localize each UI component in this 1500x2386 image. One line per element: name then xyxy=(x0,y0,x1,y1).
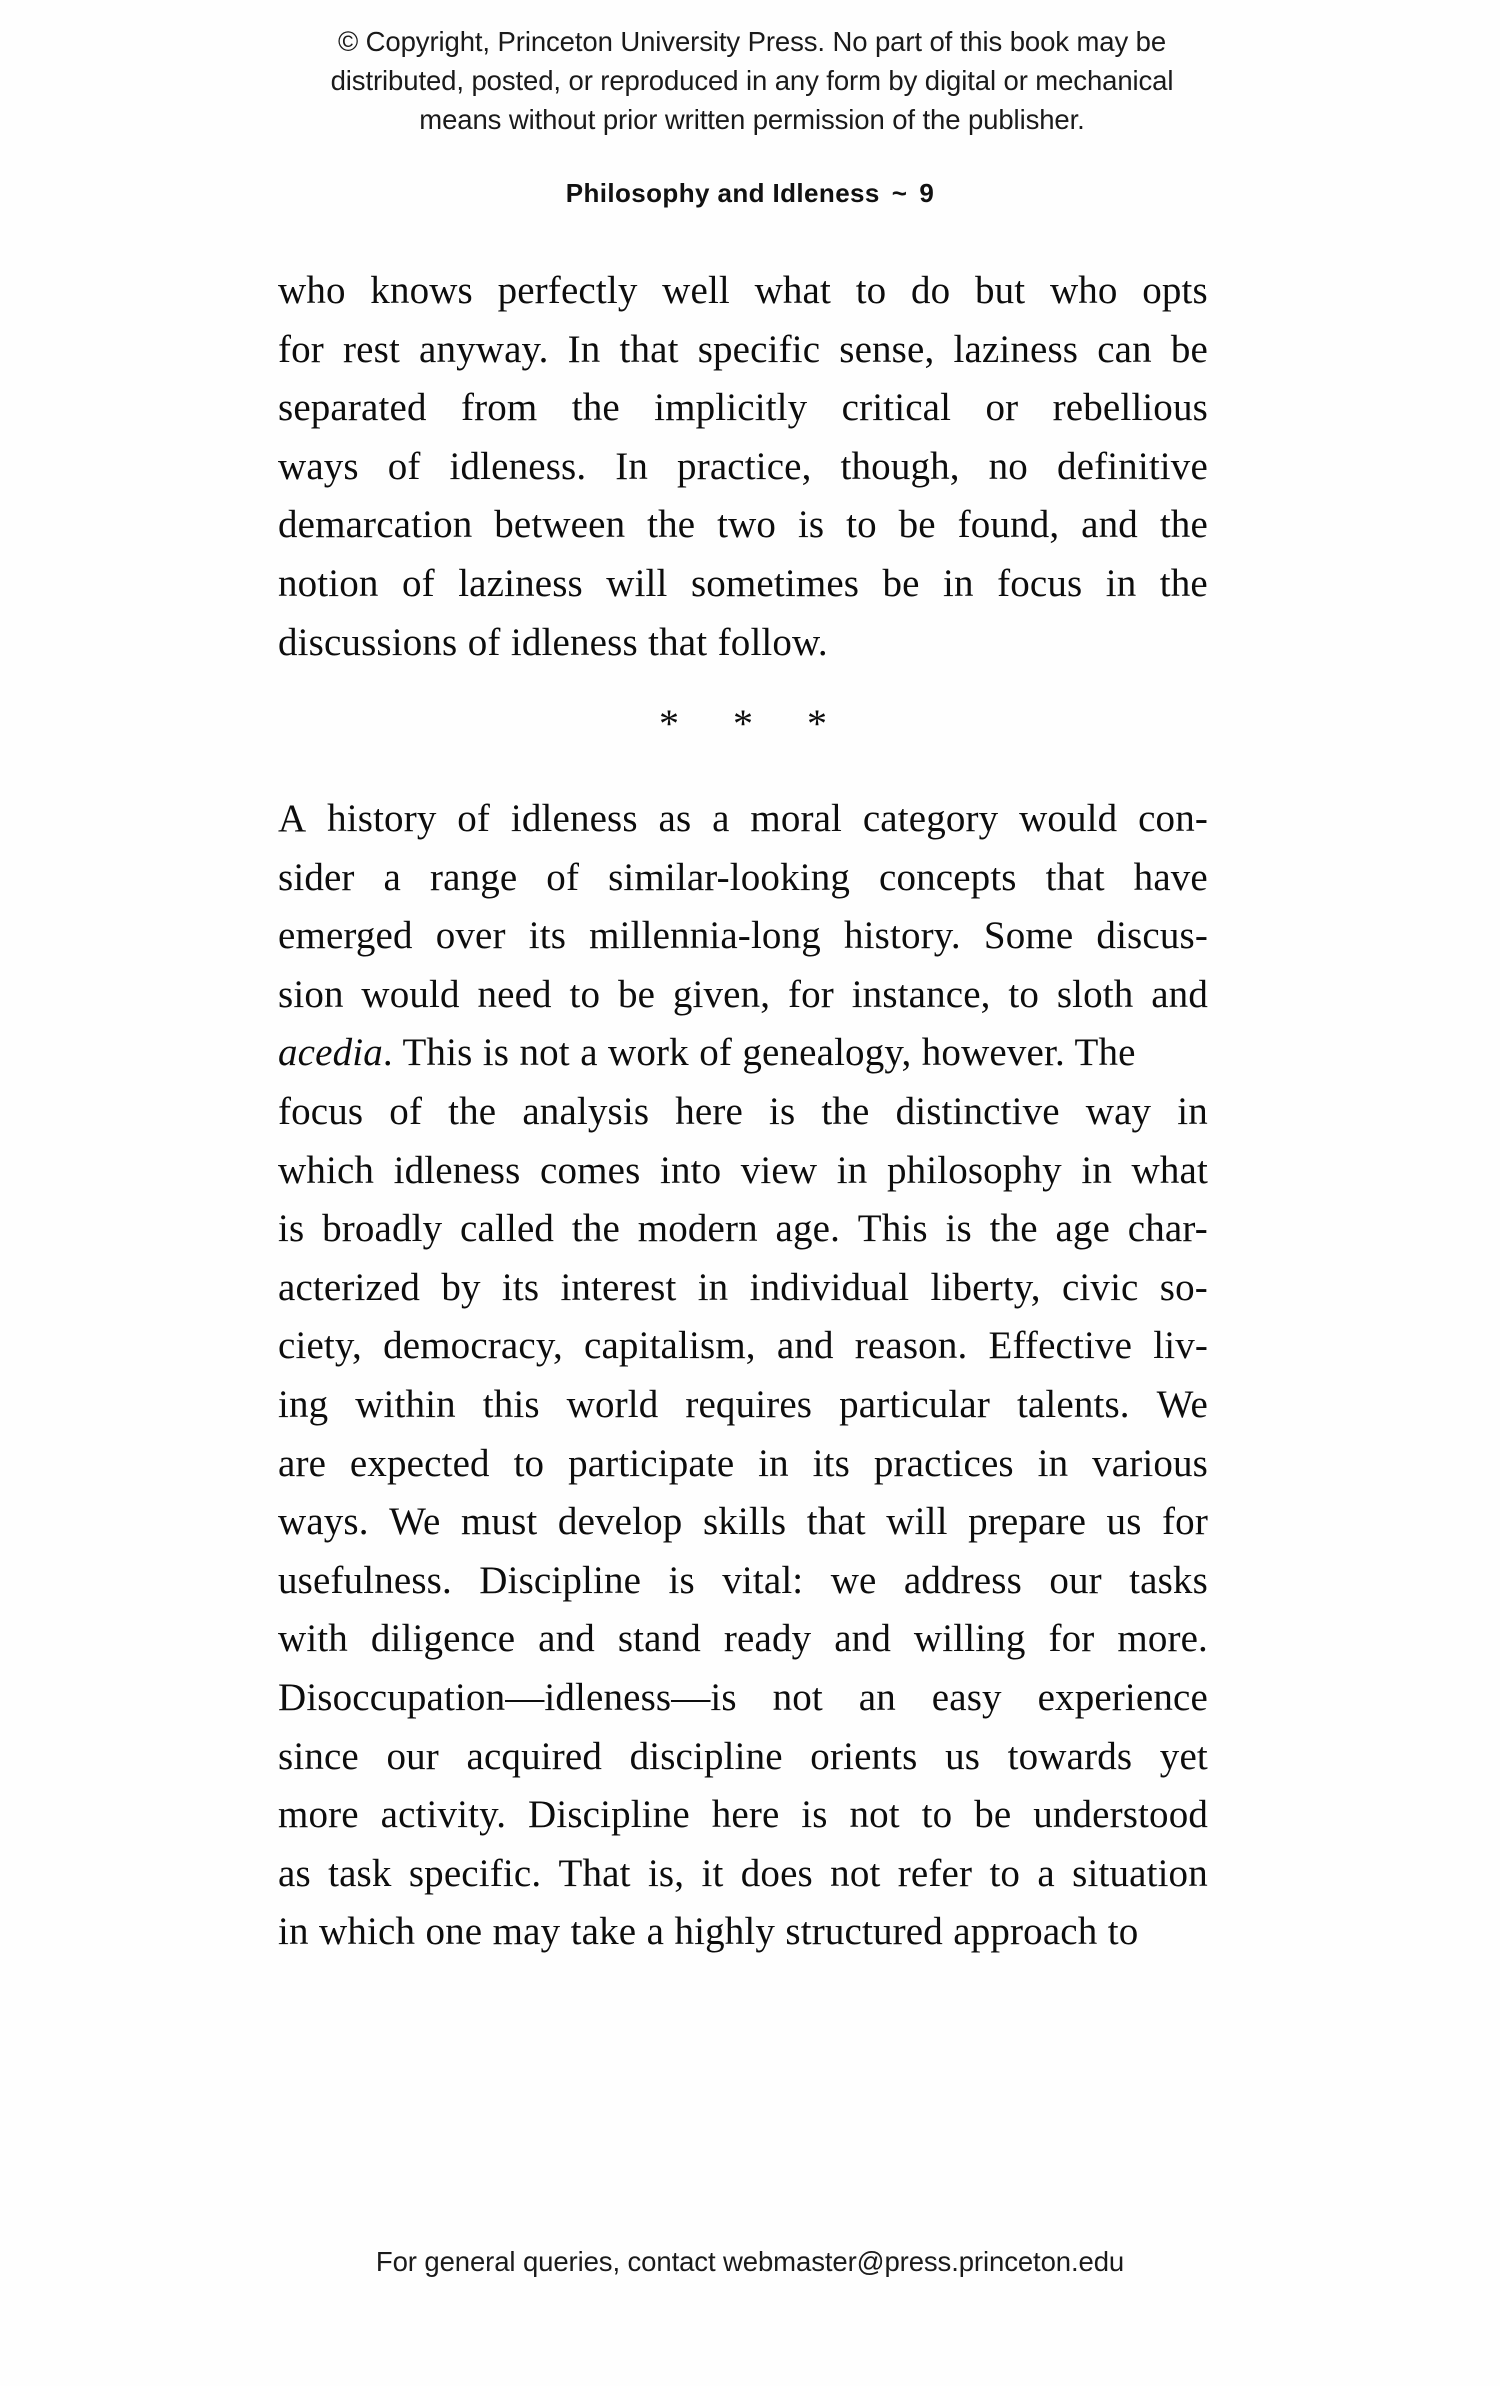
word: and xyxy=(776,1324,834,1368)
word: more xyxy=(278,1793,359,1837)
word: broadly xyxy=(322,1207,443,1251)
word: what xyxy=(754,269,832,312)
text-line-acedia: acedia. This is not a work of genealogy, however. The xyxy=(278,1031,1136,1075)
word: vital: xyxy=(722,1558,804,1602)
word: liberty, xyxy=(930,1265,1041,1309)
text-line xyxy=(278,1669,1208,1728)
word: In xyxy=(567,327,601,371)
word: for xyxy=(278,327,324,371)
word: opts xyxy=(1142,269,1208,312)
word: so- xyxy=(1159,1265,1208,1309)
text-line xyxy=(278,849,1208,908)
word: of xyxy=(389,1089,423,1133)
text-line xyxy=(278,790,1208,849)
text-line xyxy=(278,1493,1208,1552)
word: ing xyxy=(278,1382,329,1426)
word: is, xyxy=(647,1851,685,1895)
word: the xyxy=(1159,503,1208,547)
word: We xyxy=(389,1500,441,1544)
word: idleness xyxy=(393,1148,521,1192)
word: who xyxy=(278,269,346,312)
word: particular xyxy=(839,1382,990,1426)
word: with xyxy=(278,1617,348,1661)
word: it xyxy=(701,1851,724,1895)
word: its xyxy=(528,914,567,958)
copyright-line-2: distributed, posted, or reproduced in any form by digital or mechanical xyxy=(330,65,1174,96)
text-line xyxy=(278,1552,1208,1611)
word: for xyxy=(1048,1617,1095,1661)
word: and xyxy=(1081,503,1138,547)
word: various xyxy=(1092,1441,1208,1485)
word: develop xyxy=(557,1500,683,1544)
word: capitalism, xyxy=(584,1324,756,1368)
footer-notice: For general queries, contact webmaster@press.princeton.edu xyxy=(375,2246,1125,2277)
running-head xyxy=(0,178,1500,209)
word: individual xyxy=(749,1265,910,1309)
word: moral xyxy=(750,797,843,840)
word: definitive xyxy=(1056,444,1208,488)
word: task xyxy=(328,1851,392,1895)
paragraph-two-block xyxy=(278,790,1208,1962)
word: separated xyxy=(278,386,427,430)
word: refer xyxy=(897,1851,973,1895)
text-line xyxy=(278,1083,1208,1142)
word: distinctive xyxy=(895,1089,1060,1133)
word: Effective xyxy=(988,1324,1133,1368)
copyright-line-1: © Copyright, Princeton University Press. No part of this book may be xyxy=(337,26,1167,57)
word: in xyxy=(1105,561,1137,605)
word: but xyxy=(974,269,1026,312)
text-line xyxy=(278,438,1208,497)
word: diligence xyxy=(370,1617,516,1661)
word: to xyxy=(855,269,887,312)
word: will xyxy=(886,1500,948,1544)
word: knows xyxy=(370,269,473,312)
page-number: 9 xyxy=(919,178,935,208)
word: in xyxy=(836,1148,868,1192)
word: would xyxy=(1019,797,1118,840)
word: civic xyxy=(1061,1265,1139,1309)
text-line xyxy=(278,555,1208,614)
paragraph-one xyxy=(278,262,1208,672)
word: are xyxy=(278,1441,327,1485)
text-line: discussions of idleness that follow. xyxy=(278,620,828,664)
word: this xyxy=(482,1382,540,1426)
text-line xyxy=(278,262,1208,321)
word: the xyxy=(647,503,696,547)
word: not xyxy=(849,1793,900,1837)
word: specific. xyxy=(408,1851,542,1895)
word: A xyxy=(278,797,307,840)
word: practice, xyxy=(677,444,812,488)
word: is xyxy=(945,1207,972,1251)
word: for xyxy=(787,972,834,1016)
word: sloth xyxy=(1056,972,1134,1016)
word: that xyxy=(806,1500,866,1544)
word: to xyxy=(569,972,601,1016)
word: orients xyxy=(810,1734,918,1778)
word: and xyxy=(1151,972,1208,1016)
word: perfectly xyxy=(497,269,638,312)
word: not xyxy=(772,1675,823,1719)
word: usefulness. xyxy=(278,1558,452,1602)
word: the xyxy=(571,386,620,430)
word: range xyxy=(429,855,518,899)
text-line xyxy=(278,1376,1208,1435)
text-line xyxy=(278,1435,1208,1494)
word: understood xyxy=(1033,1793,1208,1837)
word: millennia-long xyxy=(589,914,821,958)
text-line xyxy=(278,1317,1208,1376)
word: our xyxy=(1049,1558,1102,1602)
word: what xyxy=(1131,1148,1208,1192)
running-head-separator: ~ xyxy=(891,178,908,208)
word: that xyxy=(1045,855,1105,899)
word: democracy, xyxy=(383,1324,563,1368)
word: specific xyxy=(697,327,821,371)
word: is xyxy=(668,1558,695,1602)
word: In xyxy=(615,444,649,488)
word: Some xyxy=(983,914,1074,958)
word: ways. xyxy=(278,1500,369,1544)
word: to xyxy=(513,1441,545,1485)
word: who xyxy=(1049,269,1118,312)
word: must xyxy=(460,1500,538,1544)
word: Discipline xyxy=(479,1558,642,1602)
word: does xyxy=(740,1851,813,1895)
word: comes xyxy=(540,1148,641,1192)
word: given, xyxy=(672,972,771,1016)
word: would xyxy=(361,972,460,1016)
word: the xyxy=(821,1089,870,1133)
word: will xyxy=(606,561,668,605)
word: be xyxy=(1170,327,1208,371)
word: modern xyxy=(637,1207,758,1251)
running-head-title: Philosophy and Idleness xyxy=(565,178,880,208)
word: Disoccupation—idleness—is xyxy=(278,1675,737,1719)
word: and xyxy=(834,1617,891,1661)
word: address xyxy=(903,1558,1022,1602)
word: Discipline xyxy=(528,1793,690,1837)
word: as xyxy=(278,1851,311,1895)
word: situation xyxy=(1072,1851,1208,1895)
word: by xyxy=(441,1265,481,1309)
word: between xyxy=(494,503,626,547)
word: towards xyxy=(1007,1734,1133,1778)
word: That xyxy=(558,1851,631,1895)
text-line xyxy=(278,1786,1208,1845)
word: to xyxy=(989,1851,1021,1895)
word: expected xyxy=(349,1441,490,1485)
word: ready xyxy=(723,1617,812,1661)
word: ciety, xyxy=(278,1324,362,1368)
word: yet xyxy=(1159,1734,1208,1778)
word: acterized xyxy=(278,1265,421,1309)
text-line xyxy=(278,1845,1208,1904)
word: reason. xyxy=(854,1324,968,1368)
word: be xyxy=(882,561,920,605)
word: char- xyxy=(1127,1207,1208,1251)
word: prepare xyxy=(968,1500,1087,1544)
word: acquired xyxy=(466,1734,602,1778)
text-line xyxy=(278,907,1208,966)
word: laziness xyxy=(458,561,583,605)
word: stand xyxy=(617,1617,701,1661)
text-line xyxy=(278,1259,1208,1318)
word: emerged xyxy=(278,914,413,958)
word: be xyxy=(617,972,656,1016)
text-line xyxy=(278,1200,1208,1259)
word: though, xyxy=(840,444,960,488)
asterisk-separator: * * * xyxy=(659,701,849,746)
word: called xyxy=(460,1207,555,1251)
word: a xyxy=(712,797,730,840)
word: within xyxy=(355,1382,456,1426)
word: idleness. xyxy=(449,444,587,488)
word: we xyxy=(830,1558,877,1602)
word: do xyxy=(911,269,951,312)
text-line: in which one may take a highly structured approach to xyxy=(278,1910,1139,1954)
word: sider xyxy=(278,855,355,899)
word: focus xyxy=(278,1089,364,1133)
word: interest xyxy=(560,1265,677,1309)
word: its xyxy=(812,1441,850,1485)
copyright-notice xyxy=(228,22,1276,139)
word: us xyxy=(945,1734,981,1778)
text-line xyxy=(278,321,1208,380)
word: and xyxy=(538,1617,595,1661)
word: for xyxy=(1162,1500,1208,1544)
word: sion xyxy=(278,972,344,1016)
word: ways xyxy=(278,444,359,488)
word: category xyxy=(862,797,999,840)
word: of xyxy=(401,561,435,605)
word: to xyxy=(846,503,877,547)
word: requires xyxy=(685,1382,813,1426)
word: is xyxy=(769,1089,796,1133)
text-line xyxy=(278,1728,1208,1787)
word: a xyxy=(383,855,401,899)
word: talents. xyxy=(1016,1382,1130,1426)
word: no xyxy=(988,444,1028,488)
word: laziness xyxy=(953,327,1079,371)
text-line xyxy=(278,379,1208,438)
word: that xyxy=(619,327,679,371)
word: a xyxy=(1037,1851,1055,1895)
word: is xyxy=(278,1207,305,1251)
word: discipline xyxy=(629,1734,783,1778)
word: over xyxy=(435,914,506,958)
word: to xyxy=(1008,972,1040,1016)
word: easy xyxy=(931,1675,1002,1719)
word: in xyxy=(1037,1441,1069,1485)
word: implicitly xyxy=(654,386,808,430)
word: age. xyxy=(775,1207,840,1251)
word: rebellious xyxy=(1052,386,1208,430)
word: world xyxy=(566,1382,659,1426)
word: can xyxy=(1097,327,1152,371)
word: idleness xyxy=(510,797,638,840)
word: its xyxy=(501,1265,540,1309)
word: more. xyxy=(1117,1617,1208,1661)
word: similar-looking xyxy=(608,855,851,899)
word: demarcation xyxy=(278,503,473,547)
text-line xyxy=(278,1142,1208,1201)
word: philosophy xyxy=(886,1148,1062,1192)
text-line xyxy=(278,496,1208,555)
italic-term-acedia: acedia xyxy=(278,1031,383,1075)
word: sense, xyxy=(839,327,935,371)
word: sometimes xyxy=(690,561,860,605)
word: history xyxy=(327,797,437,840)
copyright-line-3: means without prior written permission of the publisher. xyxy=(419,104,1085,135)
word: which xyxy=(278,1148,375,1192)
word: the xyxy=(571,1207,620,1251)
word: into xyxy=(659,1148,722,1192)
word: of xyxy=(457,797,491,840)
word: need xyxy=(477,972,552,1016)
word: be xyxy=(974,1793,1012,1837)
word: the xyxy=(1159,561,1208,605)
word: as xyxy=(658,797,692,840)
word: liv- xyxy=(1153,1324,1208,1368)
word: skills xyxy=(702,1500,787,1544)
word: here xyxy=(711,1793,780,1837)
word: practices xyxy=(873,1441,1014,1485)
word: participate xyxy=(568,1441,735,1485)
word: from xyxy=(460,386,538,430)
word: age xyxy=(1055,1207,1111,1251)
word: our xyxy=(386,1734,439,1778)
word: in xyxy=(1177,1089,1208,1133)
word: analysis xyxy=(522,1089,650,1133)
word: rest xyxy=(343,327,400,371)
word: focus xyxy=(997,561,1083,605)
word: well xyxy=(662,269,730,312)
word: us xyxy=(1106,1500,1142,1544)
word: notion xyxy=(278,561,379,605)
paragraph-two xyxy=(278,790,1208,1962)
word: the xyxy=(448,1089,497,1133)
word: history. xyxy=(844,914,961,958)
word: activity. xyxy=(380,1793,507,1837)
word: instance, xyxy=(851,972,991,1016)
word: since xyxy=(278,1734,359,1778)
word: is xyxy=(797,503,825,547)
word: view xyxy=(740,1148,818,1192)
word: in xyxy=(697,1265,729,1309)
word: not xyxy=(830,1851,881,1895)
word: experience xyxy=(1037,1675,1208,1719)
word: We xyxy=(1156,1382,1208,1426)
word: the xyxy=(989,1207,1038,1251)
word: here xyxy=(675,1089,743,1133)
word: or xyxy=(985,386,1019,430)
word: anyway. xyxy=(419,327,549,371)
word: to xyxy=(921,1793,953,1837)
word: an xyxy=(858,1675,896,1719)
word: way xyxy=(1085,1089,1152,1133)
word: have xyxy=(1133,855,1208,899)
word: critical xyxy=(841,386,952,430)
word: two xyxy=(717,503,777,547)
word: discus- xyxy=(1096,914,1208,958)
word: of xyxy=(387,444,421,488)
word: tasks xyxy=(1129,1558,1208,1602)
word: in xyxy=(1081,1148,1112,1192)
word: con- xyxy=(1138,797,1208,840)
word: found, xyxy=(957,503,1060,547)
word: This xyxy=(857,1207,928,1251)
word: in xyxy=(943,561,974,605)
paragraph-one-block xyxy=(278,262,1208,672)
word: in xyxy=(758,1441,789,1485)
word: concepts xyxy=(878,855,1017,899)
word: be xyxy=(898,503,936,547)
word: is xyxy=(801,1793,828,1837)
word: willing xyxy=(913,1617,1026,1661)
word: of xyxy=(546,855,580,899)
text-line xyxy=(278,1610,1208,1669)
text-line xyxy=(278,966,1208,1025)
